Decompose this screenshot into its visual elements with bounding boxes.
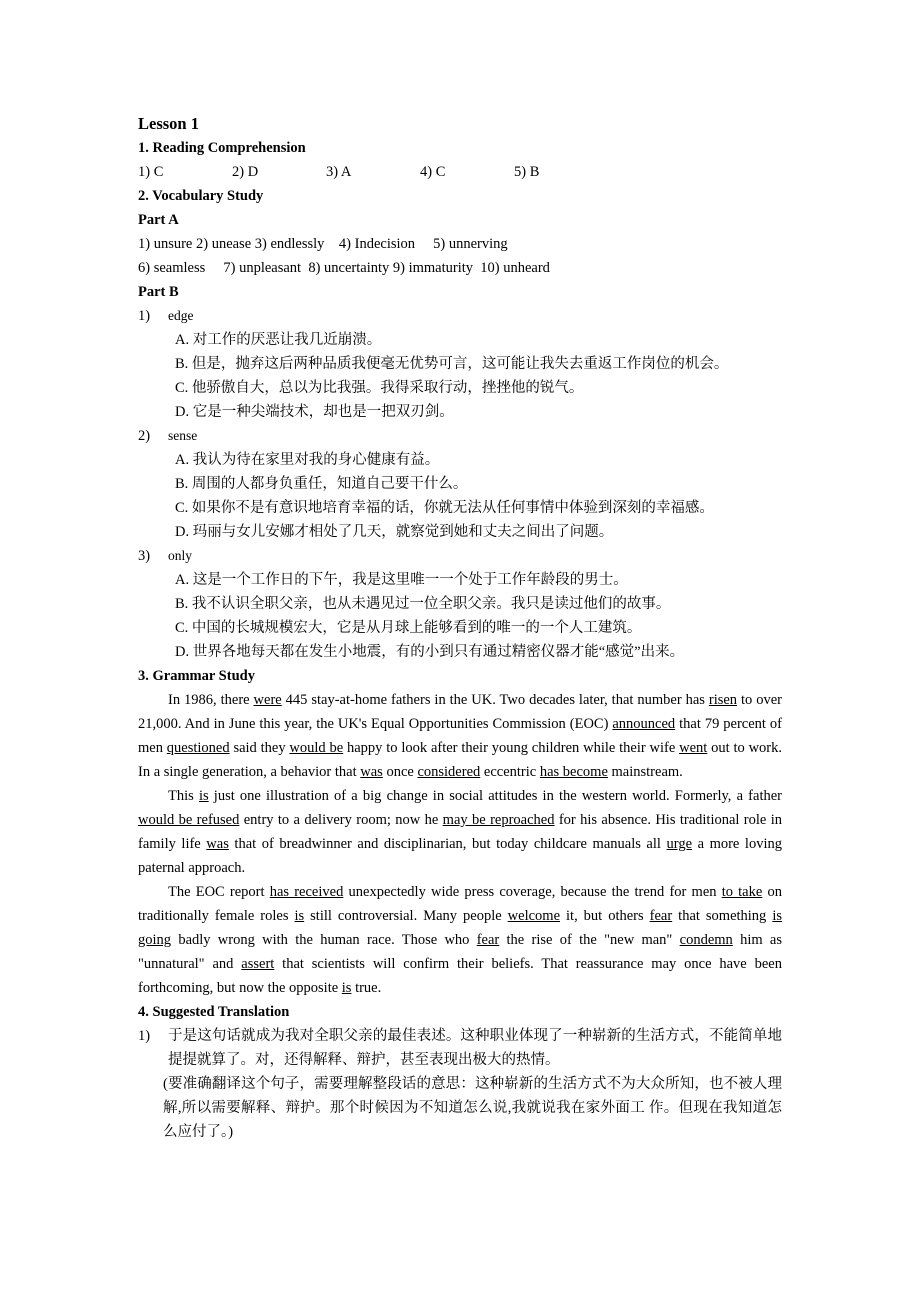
vocab-entry-number: 1) [138, 308, 151, 324]
vocab-entry [138, 424, 782, 544]
part-a-line-1: 1) unsure 2) unease 3) endlessly 4) Indecision 5) unnerving [138, 236, 508, 252]
part-b-label: Part B [138, 284, 179, 300]
vocab-option: D. 它是一种尖端技术，却也是一把双刃剑。 [175, 404, 454, 420]
reading-answer-2: 2) D [232, 164, 259, 180]
reading-answers-row [138, 160, 782, 184]
vocab-option: A. 这是一个工作日的下午，我是这里唯一一个处于工作年龄段的男士。 [175, 572, 628, 588]
vocab-entry-word: only [168, 548, 193, 563]
vocab-option: A. 对工作的厌恶让我几近崩溃。 [175, 332, 382, 348]
translation-note: (要准确翻译这个句子，需要理解整段话的意思：这种崭新的生活方式不为大众所知，也不被人理解,所以需要解释、辩护。那个时候因为不知道怎么说,我就说我在家外面工 作。但现在我知道怎么应付了。) [163, 1076, 782, 1140]
translation-item-number: 1) [138, 1028, 151, 1044]
vocab-option: C. 如果你不是有意识地培育幸福的话，你就无法从任何事情中体验到深刻的幸福感。 [175, 500, 714, 516]
vocab-option: D. 世界各地每天都在发生小地震，有的小到只有通过精密仪器才能“感觉”出来。 [175, 644, 685, 660]
section-heading-vocabulary-study: 2. Vocabulary Study [138, 188, 264, 204]
vocab-entry-head [138, 304, 782, 328]
section-heading-suggested-translation: 4. Suggested Translation [138, 1004, 290, 1020]
part-a-label: Part A [138, 212, 179, 228]
reading-answer-4: 4) C [420, 164, 446, 180]
translation-item [138, 1024, 782, 1072]
vocab-entry [138, 544, 782, 664]
vocab-entry-number: 2) [138, 428, 151, 444]
vocab-option: B. 但是，抛弃这后两种品质我便毫无优势可言，这可能让我失去重返工作岗位的机会。 [175, 356, 729, 372]
reading-answer-5: 5) B [514, 164, 540, 180]
vocab-option: D. 玛丽与女儿安娜才相处了几天，就察觉到她和丈夫之间出了问题。 [175, 524, 614, 540]
grammar-paragraph: This is just one illustration of a big change in social attitudes in the western world. Formerly, a father would be refused entry to a delivery room; now he may be reproached for his absence. His traditional role in family life was that of breadwinner and disciplinarian, but today childcare manuals all urge a more loving paternal approach. [138, 788, 783, 876]
document-body [138, 112, 782, 1144]
reading-answer-1: 1) C [138, 164, 164, 180]
vocab-entry-word: sense [168, 428, 198, 443]
part-a-line-2: 6) seamless 7) unpleasant 8) uncertainty 9) immaturity 10) unheard [138, 260, 550, 276]
vocab-option: C. 他骄傲自大，总以为比我强。我得采取行动，挫挫他的锐气。 [175, 380, 584, 396]
vocab-option: C. 中国的长城规模宏大，它是从月球上能够看到的唯一的一个人工建筑。 [175, 620, 642, 636]
section-heading-grammar-study: 3. Grammar Study [138, 668, 255, 684]
vocab-option: B. 周围的人都身负重任，知道自己要干什么。 [175, 476, 468, 492]
vocab-entry-head [138, 544, 782, 568]
vocab-option: B. 我不认识全职父亲，也从未遇见过一位全职父亲。我只是读过他们的故事。 [175, 596, 671, 612]
reading-answer-3: 3) A [326, 164, 352, 180]
vocab-entry-head [138, 424, 782, 448]
vocab-entry-word: edge [168, 308, 194, 323]
section-heading-reading-comprehension: 1. Reading Comprehension [138, 140, 306, 156]
translation-item-text: 于是这句话就成为我对全职父亲的最佳表述。这种职业体现了一种崭新的生活方式，不能简单地提提就算了。对，还得解释、辩护，甚至表现出极大的热情。 [168, 1028, 782, 1068]
vocab-option: A. 我认为待在家里对我的身心健康有益。 [175, 452, 440, 468]
grammar-paragraph: The EOC report has received unexpectedly wide press coverage, because the trend for men to take on traditionally female roles is still controversial. Many people welcome it, but others fear that something is going badly wrong with the human race. Those who fear the rise of the "new man" condemn him as "unnatural" and assert that scientists will confirm their beliefs. That reassurance may once have been forthcoming, but now the opposite is true. [138, 884, 782, 996]
page-title: Lesson 1 [138, 114, 199, 133]
grammar-paragraph: In 1986, there were 445 stay-at-home fathers in the UK. Two decades later, that number has risen to over 21,000. And in June this year, the UK's Equal Opportunities Commission (EOC) announced that 79 percent of men questioned said they would be happy to look after their young children while their wife went out to work. In a single generation, a behavior that was once considered eccentric has become mainstream. [138, 692, 783, 780]
vocab-entry-number: 3) [138, 548, 151, 564]
vocab-entry [138, 304, 782, 424]
